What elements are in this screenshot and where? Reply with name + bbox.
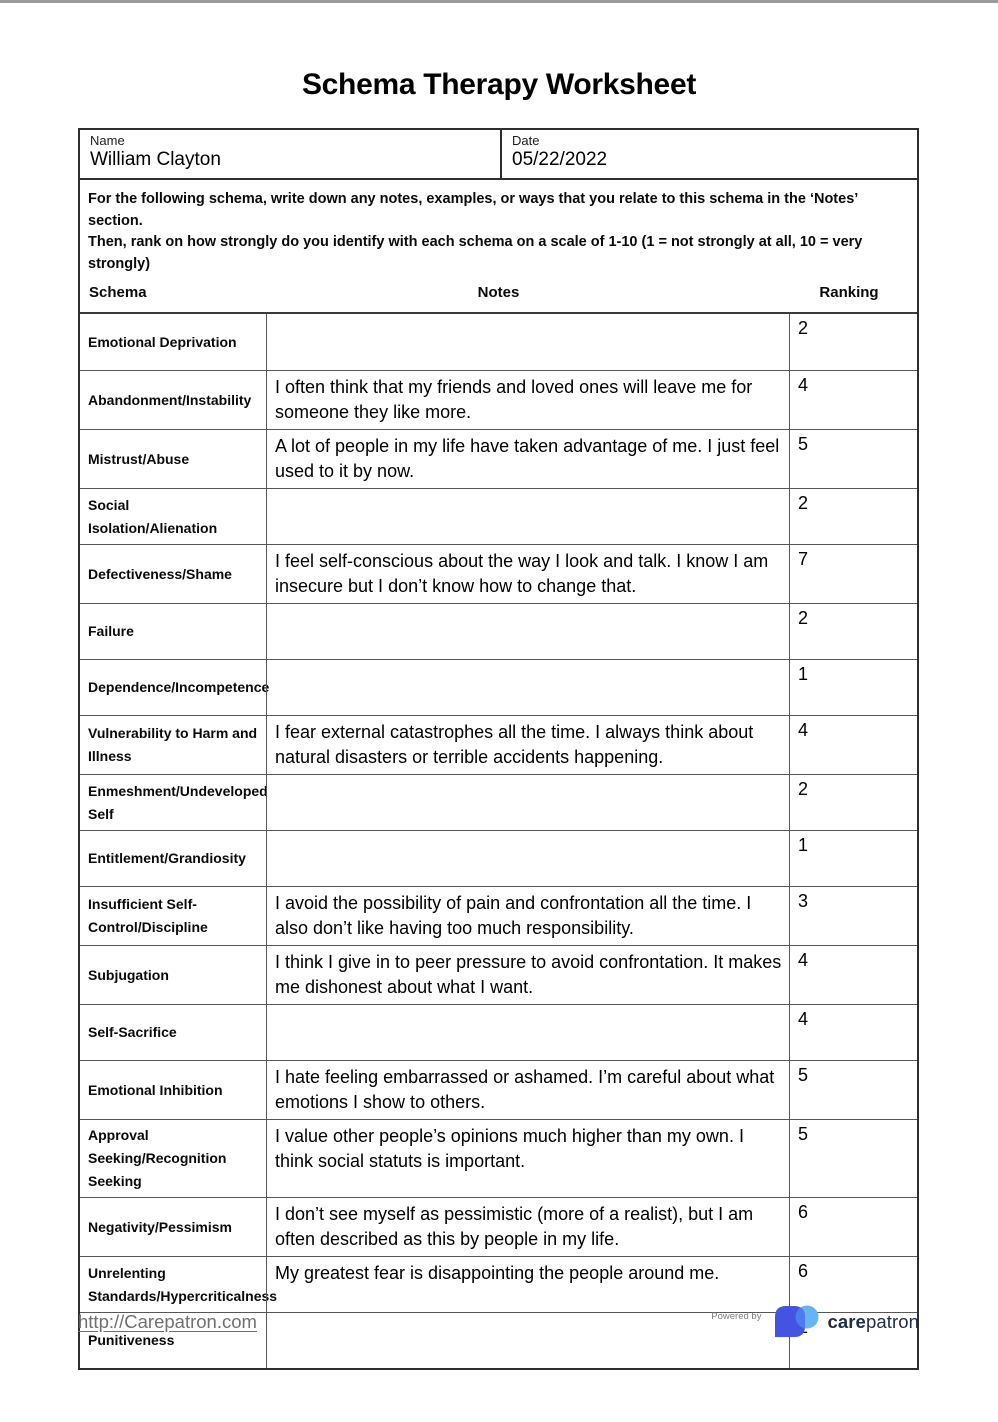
table-row [80, 544, 917, 603]
page-top-divider [0, 0, 998, 3]
notes-cell: I value other people’s opinions much higher than my own. I think social statuts is important. [266, 1120, 789, 1197]
ranking-cell: 4 [789, 1005, 917, 1060]
schema-name-cell: Approval Seeking/Recognition Seeking [88, 1127, 227, 1189]
instructions-line-1: For the following schema, write down any notes, examples, or ways that you relate to this schema in the ‘Notes’ section. [88, 191, 858, 229]
worksheet-document [78, 128, 919, 1370]
schema-name-cell: Abandonment/Instability [88, 391, 252, 408]
ranking-cell: 6 [789, 1198, 917, 1256]
schema-name-cell: Punitiveness [88, 1332, 175, 1348]
ranking-cell: 5 [789, 1061, 917, 1119]
table-row [80, 488, 917, 544]
table-column-headers [88, 284, 909, 306]
ranking-cell: 2 [789, 314, 917, 370]
table-row [80, 1197, 917, 1256]
table-row [80, 886, 917, 945]
table-row [80, 1004, 917, 1060]
notes-cell [266, 314, 789, 370]
table-row [80, 659, 917, 715]
notes-cell [266, 489, 789, 544]
name-field [80, 130, 502, 178]
notes-cell: My greatest fear is disappointing the people around me. [266, 1257, 789, 1312]
table-row [80, 945, 917, 1004]
table-row [80, 715, 917, 774]
ranking-cell: 2 [789, 489, 917, 544]
name-date-row [80, 130, 917, 180]
notes-cell: I avoid the possibility of pain and confrontation all the time. I also don’t like having too much responsibility. [266, 887, 789, 945]
ranking-cell: 1 [789, 831, 917, 886]
table-row [80, 429, 917, 488]
schema-name-cell: Self-Sacrifice [88, 1024, 177, 1040]
instructions-line-2: Then, rank on how strongly do you identify with each schema on a scale of 1-10 (1 = not strongly at all, 10 = very strongly) [88, 234, 863, 272]
ranking-cell: 4 [789, 946, 917, 1004]
notes-cell: A lot of people in my life have taken advantage of me. I just feel used to it by now. [266, 430, 789, 488]
table-row [80, 603, 917, 659]
carepatron-url-link[interactable]: http://Carepatron.com [78, 1311, 257, 1332]
wordmark-care: care [827, 1311, 866, 1332]
ranking-cell: 6 [789, 1257, 917, 1312]
notes-cell: I often think that my friends and loved ones will leave me for someone they like more. [266, 371, 789, 429]
table-row [80, 830, 917, 886]
notes-cell: I fear external catastrophes all the time. I always think about natural disasters or terrible accidents happening. [266, 716, 789, 774]
ranking-cell: 4 [789, 371, 917, 429]
schema-name-cell: Insufficient Self-Control/Discipline [88, 896, 208, 935]
notes-cell [266, 831, 789, 886]
name-value: William Clayton [90, 149, 221, 170]
schema-column-header: Schema [89, 284, 147, 301]
ranking-cell: 4 [789, 716, 917, 774]
ranking-cell: 7 [789, 545, 917, 603]
schema-name-cell: Social Isolation/Alienation [88, 496, 218, 536]
powered-by-label: Powered by [711, 1310, 762, 1322]
schema-name-cell: Emotional Inhibition [88, 1081, 223, 1098]
ranking-cell: 5 [789, 430, 917, 488]
date-value: 05/22/2022 [512, 149, 608, 170]
schema-name-cell: Vulnerability to Harm and Illness [88, 725, 258, 764]
notes-cell [266, 660, 789, 715]
schema-name-cell: Negativity/Pessimism [88, 1218, 232, 1235]
ranking-column-header: Ranking [819, 284, 879, 301]
table-row [80, 370, 917, 429]
instructions-section [80, 180, 917, 314]
carepatron-logo-icon [773, 1303, 821, 1341]
schema-name-cell: Emotional Deprivation [88, 333, 237, 350]
table-row [80, 774, 917, 830]
page-title: Schema Therapy Worksheet [301, 68, 697, 101]
notes-cell: I feel self-conscious about the way I look and talk. I know I am insecure but I don’t know how to change that. [266, 545, 789, 603]
table-row [80, 1119, 917, 1197]
date-field [502, 130, 917, 178]
ranking-cell: 1 [789, 660, 917, 715]
name-label: Name [90, 133, 125, 148]
notes-cell [266, 775, 789, 830]
table-row [80, 1060, 917, 1119]
schema-table [80, 314, 917, 1368]
schema-name-cell: Failure [88, 623, 134, 639]
ranking-cell: 2 [789, 775, 917, 830]
notes-cell [266, 604, 789, 659]
ranking-cell: 5 [789, 1120, 917, 1197]
ranking-cell: 2 [789, 604, 917, 659]
notes-column-header: Notes [477, 284, 520, 301]
date-label: Date [512, 133, 540, 148]
notes-cell: I think I give in to peer pressure to avoid confrontation. It makes me dishonest about what I want. [266, 946, 789, 1004]
wordmark-patron: patron [865, 1311, 919, 1332]
notes-cell [266, 1005, 789, 1060]
schema-name-cell: Unrelenting Standards/Hypercriticalness [88, 1264, 278, 1304]
schema-name-cell: Subjugation [88, 966, 169, 983]
notes-cell: I don’t see myself as pessimistic (more of a realist), but I am often described as this by people in my life. [266, 1198, 789, 1256]
carepatron-wordmark [827, 1311, 919, 1333]
table-row [80, 314, 917, 370]
schema-name-cell: Defectiveness/Shame [88, 565, 232, 582]
schema-name-cell: Entitlement/Grandiosity [88, 850, 246, 866]
schema-name-cell: Enmeshment/Undeveloped Self [88, 782, 268, 822]
schema-name-cell: Mistrust/Abuse [88, 450, 190, 467]
carepatron-brand[interactable] [711, 1303, 919, 1341]
notes-cell: I hate feeling embarrassed or ashamed. I’m careful about what emotions I show to others. [266, 1061, 789, 1119]
schema-name-cell: Dependence/Incompetence [88, 679, 270, 695]
ranking-cell: 3 [789, 887, 917, 945]
page-footer [78, 1300, 919, 1344]
